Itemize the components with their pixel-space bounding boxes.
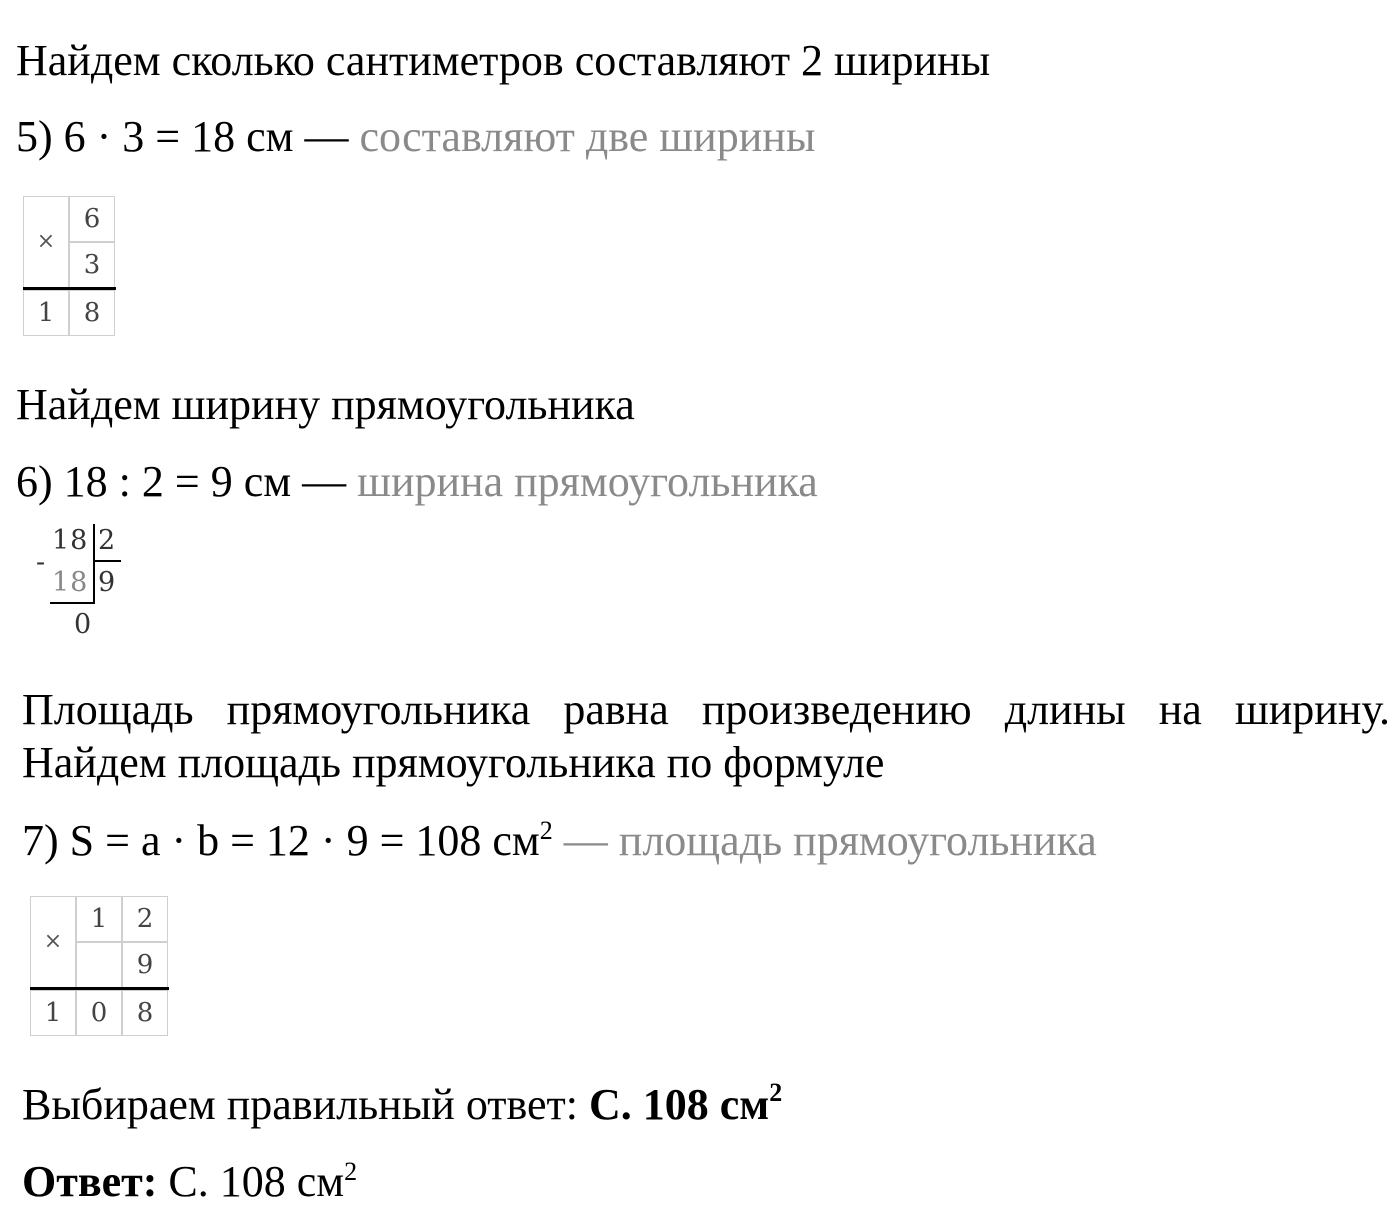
chosen-answer: [589, 1080, 782, 1129]
divisor-underline: [93, 560, 121, 562]
result-digit: 8: [122, 990, 168, 1036]
result-digit: 8: [69, 290, 115, 336]
step-5-line: [16, 112, 815, 162]
step-6-line: [16, 457, 818, 507]
multiplicand-digit: 1: [76, 896, 122, 942]
final-answer-text: С. 108 см: [157, 1157, 345, 1206]
area-rule-line-1: Площадь прямоугольника равна произведению длины на ширину.: [22, 685, 1390, 734]
result-digit: 0: [76, 990, 122, 1036]
heading-width: Найдем ширину прямоугольника: [16, 380, 635, 429]
step-6-note: ширина прямоугольника: [357, 457, 818, 506]
choose-answer-line: [22, 1080, 782, 1130]
multiplier-digit: 3: [69, 242, 115, 288]
final-answer-exponent: 2: [344, 1157, 358, 1186]
chosen-answer-text: С. 108 см: [588, 1080, 770, 1129]
dividend: 18: [52, 525, 89, 556]
multiplicand-digit: 6: [69, 196, 115, 242]
multiply-sign: ×: [23, 196, 69, 288]
step-7-note: площадь прямоугольника: [618, 816, 1097, 865]
final-answer-line: [22, 1157, 357, 1207]
multiplier-digit: [76, 942, 122, 988]
step-6-expression: 6) 18 : 2 = 9 см —: [16, 457, 358, 506]
minus-sign: -: [36, 547, 47, 578]
divisor: 2: [98, 525, 117, 556]
step-7-expression: 7) S = a · b = 12 · 9 = 108 см: [22, 816, 540, 865]
quotient: 9: [98, 567, 117, 598]
multiplicand-digit: 2: [122, 896, 168, 942]
multiplier-digit: 9: [122, 942, 168, 988]
subtrahend: 18: [52, 567, 89, 598]
choose-answer-label: Выбираем правильный ответ:: [22, 1080, 589, 1129]
step-7-dash: —: [552, 816, 619, 865]
subtraction-rule: [50, 602, 94, 604]
step-7-line: [22, 816, 1097, 866]
long-division-18-by-2: [34, 522, 134, 642]
result-digit: 1: [23, 290, 69, 336]
chosen-answer-exponent: 2: [769, 1078, 783, 1107]
final-answer-label: Ответ:: [22, 1157, 158, 1206]
multiply-sign: ×: [30, 896, 76, 988]
multiplication-12-by-9: [30, 896, 172, 1036]
heading-two-widths: Найдем сколько сантиметров составляют 2 ширины: [16, 36, 991, 85]
remainder: 0: [74, 609, 93, 640]
step-7-exponent: 2: [539, 816, 553, 845]
multiplication-6-by-3: [23, 196, 117, 336]
division-vertical-bar: [93, 524, 95, 604]
area-rule-line-2: Найдем площадь прямоугольника по формуле: [22, 738, 885, 787]
result-digit: 1: [30, 990, 76, 1036]
step-5-expression: 5) 6 · 3 = 18 см —: [16, 112, 360, 161]
step-5-note: составляют две ширины: [359, 112, 816, 161]
